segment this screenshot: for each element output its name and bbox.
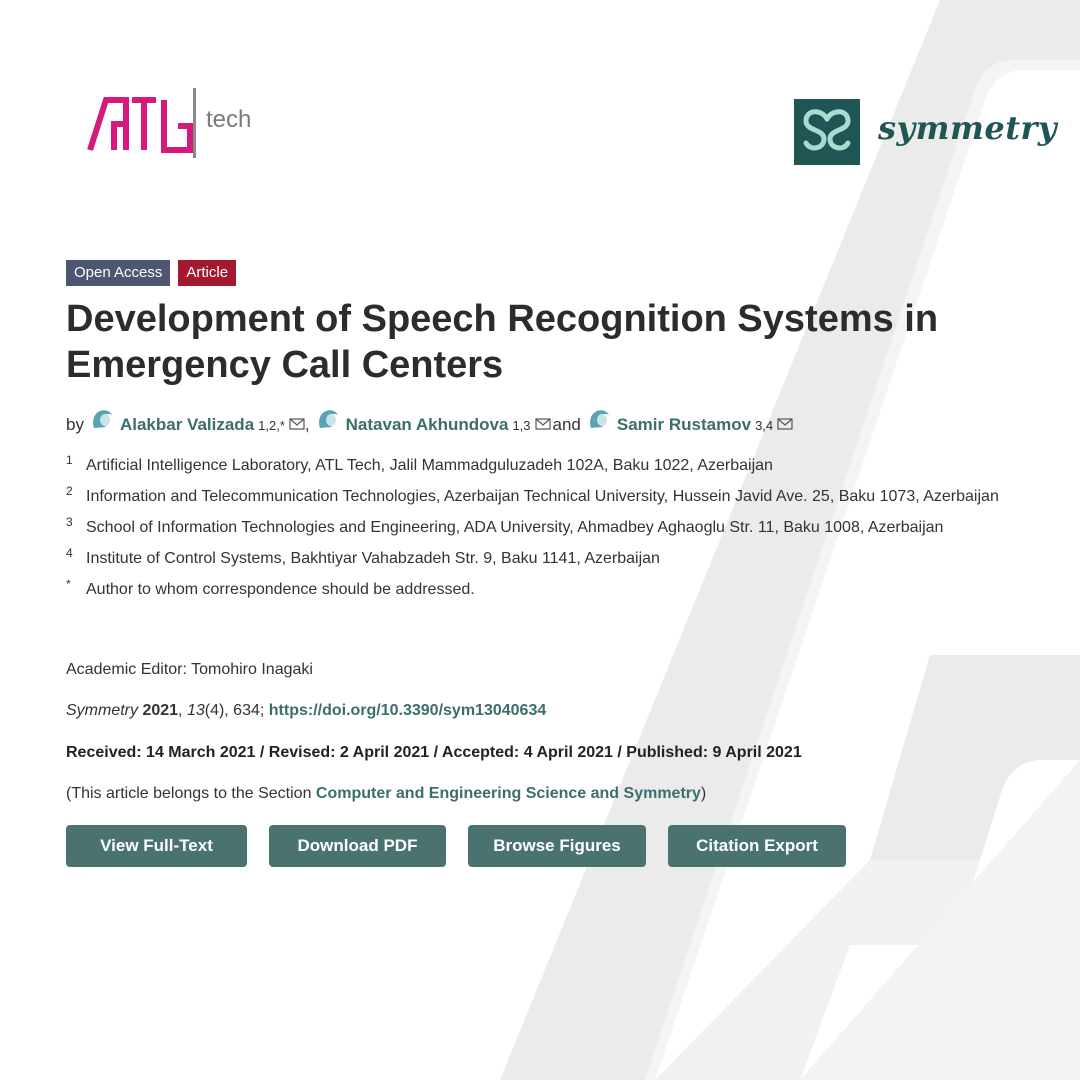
section-link[interactable]: Computer and Engineering Science and Symmetry xyxy=(315,785,701,802)
academic-editor: Academic Editor: Tomohiro Inagaki xyxy=(66,661,313,678)
citation-export-button[interactable]: Citation Export xyxy=(668,825,846,867)
email-icon[interactable] xyxy=(535,418,551,430)
affiliation-item xyxy=(66,545,1066,572)
article-type-badge: Article xyxy=(178,260,236,286)
affiliation-text: Institute of Control Systems, Bakhtiyar Vahabzadeh Str. 9, Baku 1141, Azerbaijan xyxy=(86,550,660,567)
author-affiliation-numbers: 3,4 xyxy=(755,418,774,433)
atl-tech-logo xyxy=(86,86,256,160)
affiliation-text: Artificial Intelligence Laboratory, ATL Tech, Jalil Mammadguluzadeh 102A, Baku 1022, Azerbaijan xyxy=(86,457,773,474)
author-list xyxy=(66,408,793,435)
by-label: by xyxy=(66,415,84,434)
journal-name: Symmetry xyxy=(66,702,138,719)
email-icon[interactable] xyxy=(289,418,305,430)
symmetry-wordmark: symmetry xyxy=(878,109,1057,147)
citation-separator: , xyxy=(178,702,187,719)
affiliation-number: 4 xyxy=(66,546,73,560)
affiliation-item xyxy=(66,514,1066,541)
publication-dates: Received: 14 March 2021 / Revised: 2 April 2021 / Accepted: 4 April 2021 / Published: 9 April 2021 xyxy=(66,744,802,761)
affiliation-text: Author to whom correspondence should be addressed. xyxy=(86,581,475,598)
affiliation-item xyxy=(66,452,1066,479)
affiliation-list xyxy=(66,452,1066,607)
author-link[interactable]: Samir Rustamov xyxy=(616,415,752,434)
section-suffix: ) xyxy=(700,785,707,802)
author-separator: , xyxy=(304,415,310,434)
affiliation-item xyxy=(66,483,1066,510)
open-access-badge[interactable]: Open Access xyxy=(66,260,170,286)
symmetry-logo-box xyxy=(794,99,860,165)
atl-tech-wordmark: tech xyxy=(206,106,252,133)
affiliation-text: School of Information Technologies and Engineering, ADA University, Ahmadbey Aghaoglu Str. 11, Baku 1008, Azerbaijan xyxy=(86,519,944,536)
browse-figures-button[interactable]: Browse Figures xyxy=(468,825,646,867)
affiliation-number: 1 xyxy=(66,453,73,467)
affiliation-text: Information and Telecommunication Technologies, Azerbaijan Technical University, Hussein Javid Ave. 25, Baku 1073, Azerbaijan xyxy=(86,488,999,505)
author-avatar-icon xyxy=(316,408,340,430)
affiliation-item xyxy=(66,576,1066,603)
author-avatar-icon xyxy=(90,408,114,430)
author-avatar-icon xyxy=(587,408,611,430)
article-section xyxy=(66,785,706,803)
section-prefix: (This article belongs to the Section xyxy=(66,785,316,802)
symmetry-journal-logo xyxy=(794,99,1057,165)
affiliation-number: * xyxy=(66,577,71,591)
download-pdf-button[interactable]: Download PDF xyxy=(269,825,446,867)
doi-link[interactable]: https://doi.org/10.3390/sym13040634 xyxy=(268,702,547,719)
article-title: Development of Speech Recognition Systems in Emergency Call Centers xyxy=(66,298,939,386)
author-affiliation-numbers: 1,2,* xyxy=(258,418,285,433)
and-label: and xyxy=(552,415,581,434)
affiliation-number: 3 xyxy=(66,515,73,529)
affiliation-number: 2 xyxy=(66,484,73,498)
email-icon[interactable] xyxy=(777,418,793,430)
citation-volume: 13 xyxy=(186,702,205,719)
citation-issue: (4), 634; xyxy=(204,702,269,719)
atl-logo-icon xyxy=(86,86,196,160)
action-buttons xyxy=(66,825,846,867)
author-link[interactable]: Natavan Akhundova xyxy=(345,415,509,434)
author-link[interactable]: Alakbar Valizada xyxy=(119,415,255,434)
article-badges xyxy=(66,260,236,286)
symmetry-logo-icon xyxy=(794,99,860,165)
citation-year: 2021 xyxy=(142,702,179,719)
view-full-text-button[interactable]: View Full-Text xyxy=(66,825,247,867)
author-affiliation-numbers: 1,3 xyxy=(512,418,531,433)
citation-line xyxy=(66,702,546,720)
